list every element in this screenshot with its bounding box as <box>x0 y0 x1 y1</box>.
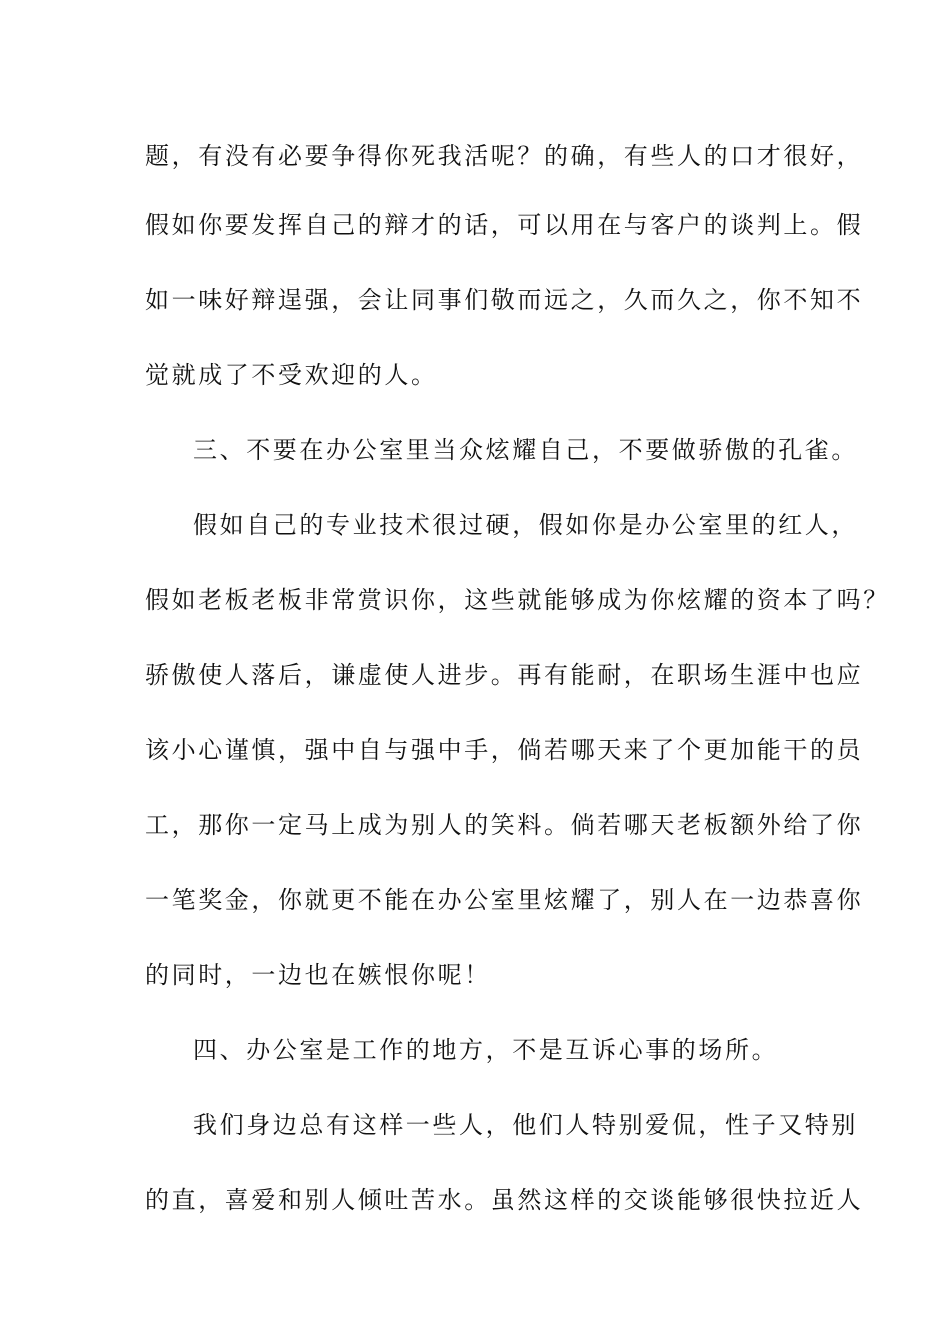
text-line: 假如老板老板非常赏识你，这些就能够成为你炫耀的资本了吗？ <box>145 586 890 614</box>
text-line: 的同时，一边也在嫉恨你呢！ <box>145 961 491 989</box>
text-line: 的直，喜爱和别人倾吐苦水。虽然这样的交谈能够很快拉近人 <box>145 1186 864 1214</box>
text-line: 假如自己的专业技术很过硬，假如你是办公室里的红人， <box>193 511 858 539</box>
text-line: 我们身边总有这样一些人，他们人特别爱侃，性子又特别 <box>193 1111 858 1139</box>
text-line: 骄傲使人落后，谦虚使人进步。再有能耐，在职场生涯中也应 <box>145 661 864 689</box>
section-heading: 三、不要在办公室里当众炫耀自己，不要做骄傲的孔雀。 <box>193 436 858 464</box>
text-line: 一笔奖金，你就更不能在办公室里炫耀了，别人在一边恭喜你 <box>145 886 864 914</box>
text-line: 觉就成了不受欢迎的人。 <box>145 361 438 389</box>
text-line: 假如你要发挥自己的辩才的话，可以用在与客户的谈判上。假 <box>145 211 864 239</box>
section-heading: 四、办公室是工作的地方，不是互诉心事的场所。 <box>193 1036 779 1064</box>
text-line: 如一味好辩逞强，会让同事们敬而远之，久而久之，你不知不 <box>145 286 864 314</box>
text-line: 该小心谨慎，强中自与强中手，倘若哪天来了个更加能干的员 <box>145 736 864 764</box>
text-line: 题，有没有必要争得你死我活呢？的确，有些人的口才很好， <box>145 142 864 170</box>
text-line: 工，那你一定马上成为别人的笑料。倘若哪天老板额外给了你 <box>145 811 864 839</box>
